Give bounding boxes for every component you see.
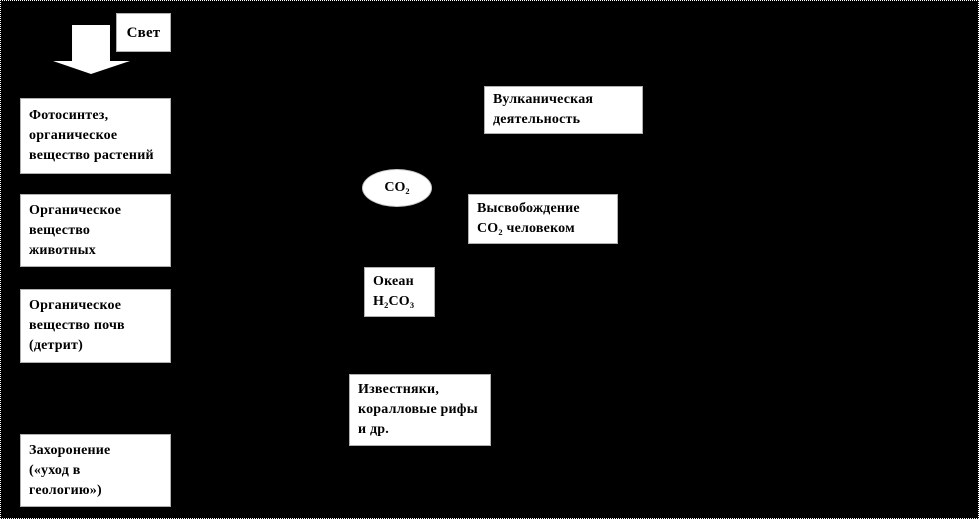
soil-line-1: Органическое	[29, 298, 122, 313]
burial-box	[20, 434, 171, 507]
human-co2-release-box	[468, 194, 618, 244]
volcanic-line-1: Вулканическая	[493, 92, 594, 107]
burial-line-1: Захоронение	[29, 442, 111, 458]
animals-line-1: Органическое	[29, 202, 122, 218]
ocean-line-2: H₂CO₃	[373, 294, 415, 309]
burial-line-3: геологию»)	[29, 482, 102, 498]
co2-label: CO₂	[384, 180, 410, 195]
ocean-line-1: Океан	[373, 274, 414, 289]
volcanic-activity-box	[484, 86, 643, 134]
soil-line-3: (детрит)	[29, 338, 83, 353]
photosynthesis-box	[20, 98, 171, 174]
light-box	[116, 13, 171, 52]
volcanic-line-2: деятельность	[493, 112, 581, 127]
animals-line-2: вещество	[29, 222, 91, 238]
photosynthesis-line-2: органическое	[29, 128, 118, 143]
animals-line-3: животных	[29, 242, 96, 258]
light-label: Свет	[126, 24, 161, 41]
photosynthesis-line-3: вещество растений	[29, 148, 154, 163]
limestone-line-3: и др.	[358, 422, 389, 437]
soil-organic-matter-box	[20, 289, 171, 363]
limestone-box	[349, 374, 491, 446]
burial-line-2: («уход в	[29, 462, 81, 478]
release-line-1: Высвобождение	[477, 201, 580, 216]
soil-line-2: вещество почв	[29, 318, 125, 333]
animal-organic-matter-box	[20, 194, 171, 267]
co2-node	[362, 169, 432, 207]
photosynthesis-line-1: Фотосинтез,	[29, 108, 109, 123]
limestone-line-1: Известняки,	[358, 382, 440, 397]
limestone-line-2: коралловые рифы	[358, 402, 478, 417]
release-line-2: CO₂ человеком	[477, 221, 575, 236]
ocean-h2co3-box	[364, 267, 435, 317]
